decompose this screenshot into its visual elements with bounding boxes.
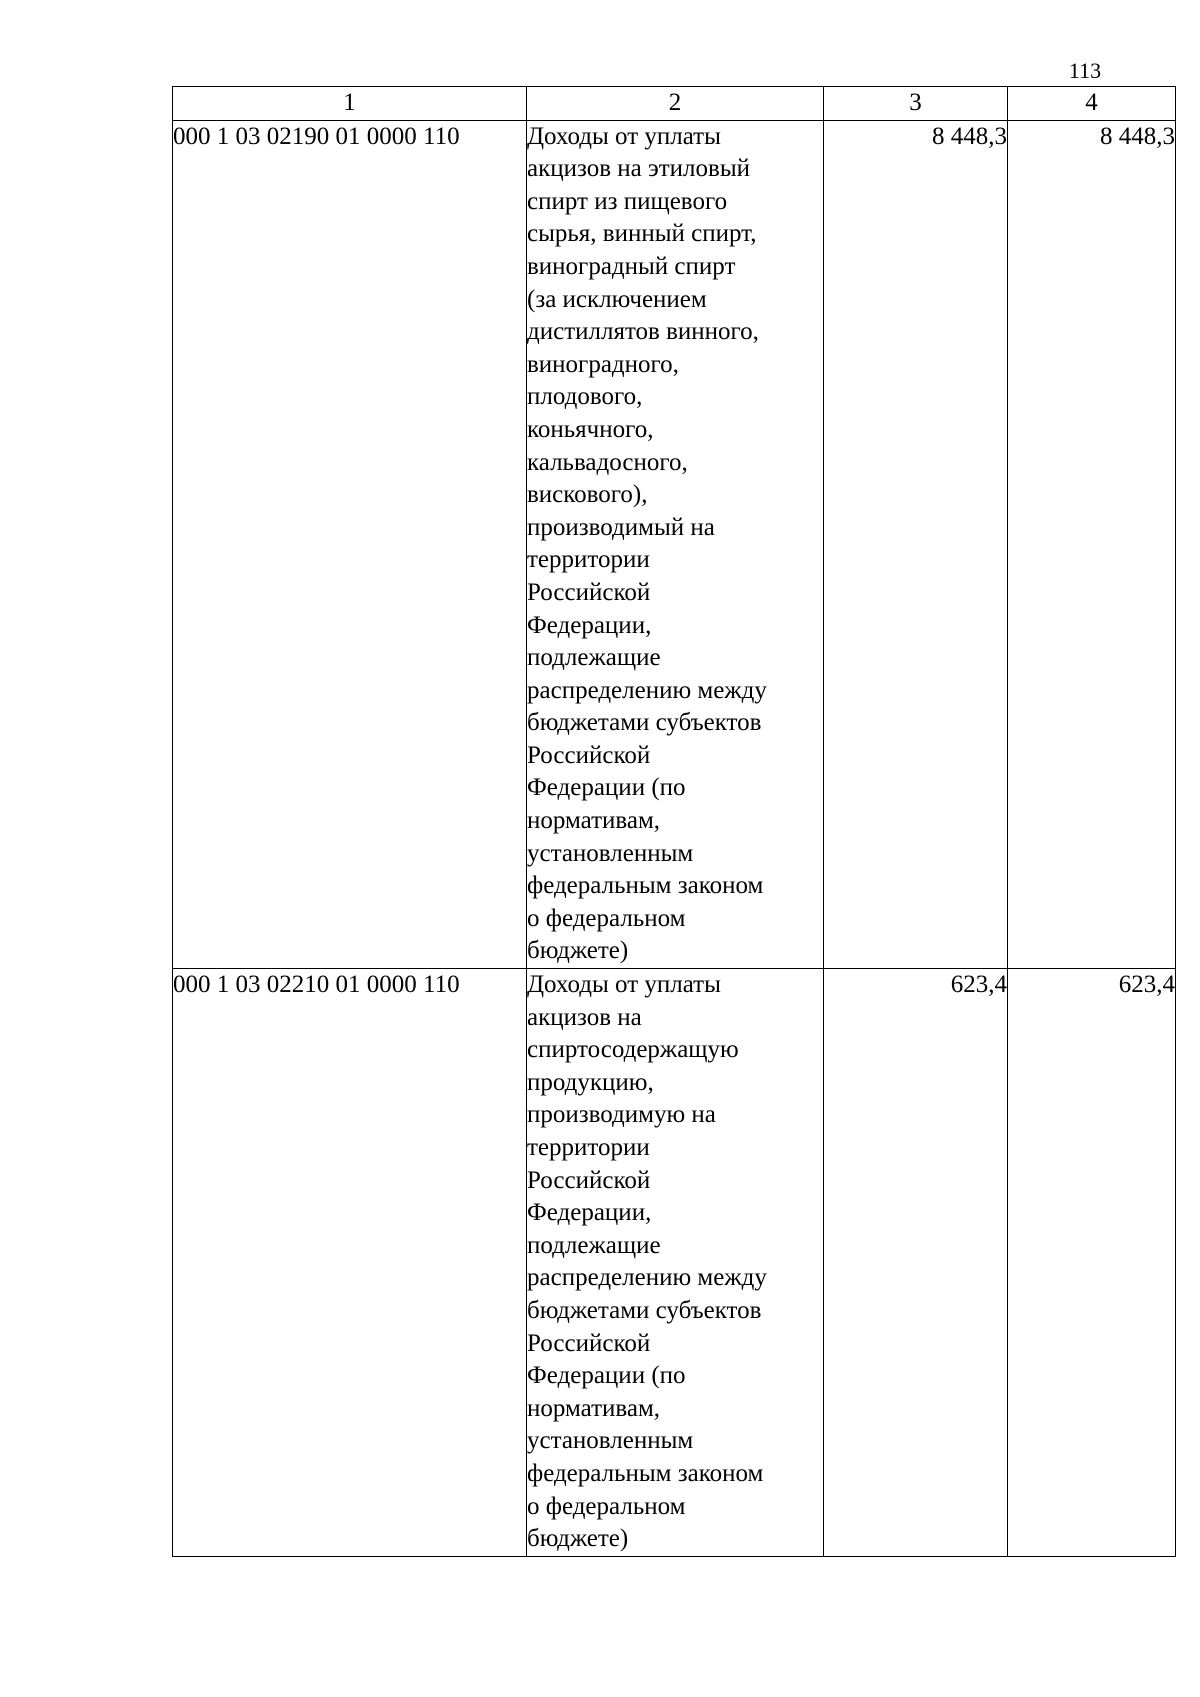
column-header-4: 4 — [1008, 87, 1176, 121]
description-line: нормативам, — [527, 1394, 661, 1422]
budget-code-cell: 000 1 03 02190 01 0000 110 — [173, 120, 527, 968]
description-line: виноградный спирт — [527, 252, 736, 280]
description-line: установленным — [527, 839, 694, 867]
description-cell — [527, 969, 824, 1557]
description-line: Доходы от уплаты — [527, 971, 721, 999]
description-line: подлежащие — [527, 1231, 661, 1259]
column-header-1: 1 — [173, 87, 527, 121]
page-number: 113 — [1068, 58, 1102, 83]
budget-code-cell: 000 1 03 02210 01 0000 110 — [173, 969, 527, 1557]
description-line: бюджете) — [527, 937, 629, 965]
description-line: Российской — [527, 1166, 651, 1194]
description-line: Федерации, — [527, 611, 652, 639]
description-line: плодового, — [527, 383, 643, 411]
description-line: Доходы от уплаты — [527, 122, 721, 150]
description-line: кальвадосного, — [527, 448, 688, 476]
description-line: Федерации (по — [527, 774, 686, 802]
description-line: производимый на — [527, 513, 715, 541]
description-line: распределению между — [527, 1264, 767, 1292]
description-line: нормативам, — [527, 807, 661, 835]
description-line: бюджете) — [527, 1525, 629, 1553]
description-line: виноградного, — [527, 350, 679, 378]
description-line: сырья, винный спирт, — [527, 220, 757, 248]
amount-col3-cell: 8 448,3 — [824, 120, 1008, 968]
description-line: о федеральном — [527, 904, 686, 932]
description-line: бюджетами субъектов — [527, 1296, 762, 1324]
description-line: вискового), — [527, 481, 648, 509]
description-line: федеральным законом — [527, 1459, 764, 1487]
description-line: территории — [527, 1134, 650, 1161]
description-line: подлежащие — [527, 644, 661, 672]
description-line: Федерации (по — [527, 1362, 686, 1390]
column-header-3: 3 — [824, 87, 1008, 121]
description-line: установленным — [527, 1427, 694, 1455]
description-line: Российской — [527, 741, 651, 769]
column-header-2: 2 — [527, 87, 824, 121]
description-line: территории — [527, 546, 650, 574]
description-line: коньячного, — [527, 415, 654, 443]
description-line: спирт из пищевого — [527, 187, 728, 215]
description-line: продукцию, — [527, 1068, 654, 1096]
description-line: бюджетами субъектов — [527, 709, 762, 737]
table-body — [173, 120, 1176, 1556]
description-line: производимую на — [527, 1101, 716, 1129]
description-line: акцизов на — [527, 1003, 642, 1031]
description-line: спиртосодержащую — [527, 1036, 739, 1064]
revenue-table — [172, 86, 1176, 1557]
description-line: распределению между — [527, 676, 767, 704]
description-line: Российской — [527, 1329, 651, 1357]
description-line: Российской — [527, 578, 651, 606]
description-line: федеральным законом — [527, 872, 764, 900]
amount-col4-cell: 8 448,3 — [1008, 120, 1176, 968]
table-row — [173, 120, 1176, 968]
description-line: акцизов на этиловый — [527, 155, 750, 183]
description-line: дистиллятов винного, — [527, 318, 759, 346]
table-header-row — [173, 87, 1176, 121]
amount-col3-cell: 623,4 — [824, 969, 1008, 1557]
amount-col4-cell: 623,4 — [1008, 969, 1176, 1557]
table-row — [173, 969, 1176, 1557]
description-cell — [527, 120, 824, 968]
description-line: Федерации, — [527, 1199, 652, 1227]
description-line: (за исключением — [527, 285, 707, 313]
description-line: о федеральном — [527, 1492, 686, 1520]
